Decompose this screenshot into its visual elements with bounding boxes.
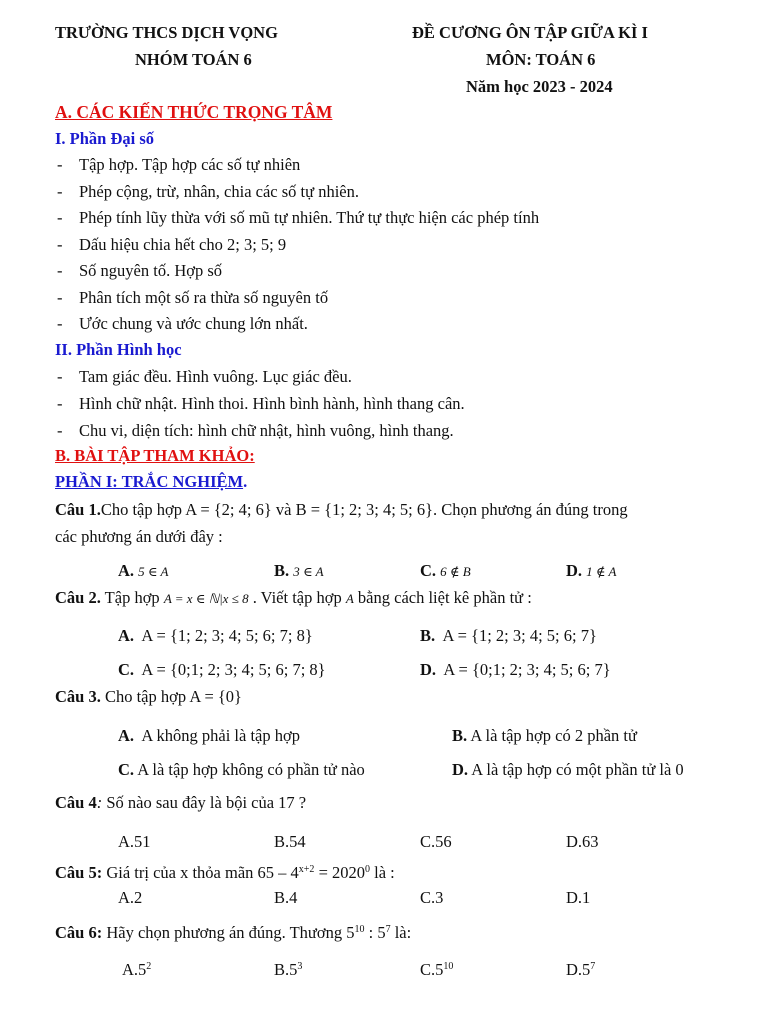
question-text: Số nào sau đây là bội của 17 ?	[106, 793, 307, 812]
option	[118, 726, 300, 746]
question-text: Cho tập hợp A = {0}	[104, 687, 242, 706]
option-letter: D.	[420, 660, 437, 679]
question-text: Tập hợp	[104, 588, 160, 607]
option-letter: D.	[566, 561, 583, 580]
option	[420, 960, 453, 980]
option-letter: A.	[118, 626, 135, 645]
option-text: 5 ∈ A	[138, 564, 169, 579]
option	[118, 626, 313, 646]
option-text: A = {0;1; 2; 3; 4; 5; 6; 7; 8}	[141, 660, 326, 679]
option-letter: B.	[274, 561, 290, 580]
bullet-dash: -	[57, 155, 63, 174]
bullet-dash: -	[57, 182, 63, 201]
option: A.2	[118, 888, 143, 907]
bullet-dash: -	[57, 235, 63, 254]
option-text: 3 ∈ A	[293, 564, 324, 579]
option	[122, 960, 151, 980]
list-item: Phép tính lũy thừa với số mũ tự nhiên. Thứ tự thực hiện các phép tính	[79, 208, 540, 227]
list-item: Tập hợp. Tập hợp các số tự nhiên	[79, 155, 301, 174]
list-item: Số nguyên tố. Hợp số	[79, 261, 223, 280]
question-text: là :	[370, 863, 395, 882]
list-item: Dấu hiệu chia hết cho 2; 3; 5; 9	[79, 235, 287, 254]
set-builder-math: A = x ∈ ℕ|x ≤ 8	[163, 591, 249, 606]
part1-heading	[55, 472, 247, 492]
exponent: 2	[146, 961, 152, 972]
option-letter: D.	[452, 760, 469, 779]
question-text: = 2020	[314, 863, 365, 882]
bullet-dash: -	[57, 394, 63, 413]
option-text: A.5	[122, 960, 147, 979]
question-1-continued: các phương án dưới đây :	[55, 527, 223, 546]
question-colon: :	[96, 793, 103, 812]
option-text: 1 ∉ A	[586, 564, 617, 579]
question-text: là:	[390, 923, 412, 942]
option	[566, 561, 617, 582]
option	[274, 960, 302, 980]
exponent: 10	[354, 924, 365, 935]
option-letter: C.	[118, 760, 135, 779]
algebra-title: I. Phần Đại số	[55, 129, 155, 148]
subject-label: MÔN: TOÁN 6	[486, 50, 596, 69]
option-text: A = {1; 2; 3; 4; 5; 6; 7; 8}	[141, 626, 313, 645]
option-text: A = {1; 2; 3; 4; 5; 6; 7}	[442, 626, 597, 645]
exponent: 10	[443, 961, 454, 972]
option	[452, 726, 637, 746]
option-text: D.5	[566, 960, 591, 979]
option-text: C.5	[420, 960, 444, 979]
question-5	[55, 863, 395, 883]
geometry-title: II. Phần Hình học	[55, 340, 182, 359]
exponent: x+2	[298, 864, 315, 875]
option-letter: C.	[118, 660, 135, 679]
option: B.54	[274, 832, 306, 851]
option-letter: A.	[118, 726, 135, 745]
question-label: Câu 6:	[55, 923, 103, 942]
option: D.63	[566, 832, 599, 851]
list-item: Phép cộng, trừ, nhân, chia các số tự nhiên.	[79, 182, 359, 201]
question-label: Câu 2.	[55, 588, 101, 607]
option: C.56	[420, 832, 452, 851]
section-b-title: B. BÀI TẬP THAM KHẢO:	[55, 446, 255, 465]
option	[566, 960, 595, 980]
list-item: Tam giác đều. Hình vuông. Lục giác đều.	[79, 367, 352, 386]
exponent: 0	[365, 864, 370, 875]
option-text: A là tập hợp có 2 phần tử	[470, 726, 637, 745]
group-name: NHÓM TOÁN 6	[135, 50, 252, 69]
question-text: Giá trị của x thỏa mãn 65 – 4	[106, 863, 299, 882]
option-text: A là tập hợp không có phần tử nào	[137, 760, 365, 779]
option	[118, 660, 326, 680]
question-label: Câu 5:	[55, 863, 103, 882]
question-2	[55, 588, 532, 609]
option: C.3	[420, 888, 444, 907]
option	[118, 561, 169, 582]
exponent: 7	[385, 924, 391, 935]
question-text: Hãy chọn phương án đúng. Thương 5	[106, 923, 355, 942]
list-item: Ước chung và ước chung lớn nhất.	[79, 314, 308, 333]
list-item: Hình chữ nhật. Hình thoi. Hình bình hành, hình thang cân.	[79, 394, 465, 413]
option-text: 6 ∉ B	[440, 564, 471, 579]
question-3	[55, 687, 242, 707]
question-text: Cho tập hợp A = {2; 4; 6} và B = {1; 2; 3; 4; 5; 6}. Chọn phương án đúng trong	[100, 500, 628, 519]
list-item: Phân tích một số ra thừa số nguyên tố	[79, 288, 329, 307]
option-text: B.5	[274, 960, 298, 979]
exponent: 7	[590, 961, 596, 972]
document-title: ĐỀ CƯƠNG ÔN TẬP GIỮA KÌ I	[412, 23, 648, 42]
option	[420, 626, 597, 646]
exponent: 3	[297, 961, 303, 972]
bullet-dash: -	[57, 421, 63, 440]
set-symbol-math: A	[345, 591, 354, 606]
bullet-dash: -	[57, 261, 63, 280]
list-item: Chu vi, diện tích: hình chữ nhật, hình vuông, hình thang.	[79, 421, 454, 440]
school-year: Năm học 2023 - 2024	[466, 77, 613, 96]
option-text: A = {0;1; 2; 3; 4; 5; 6; 7}	[443, 660, 611, 679]
option: A.51	[118, 832, 151, 851]
question-4	[55, 793, 306, 813]
school-name: TRƯỜNG THCS DỊCH VỌNG	[55, 23, 278, 42]
option-letter: B.	[420, 626, 436, 645]
bullet-dash: -	[57, 367, 63, 386]
option-letter: B.	[452, 726, 468, 745]
question-label: Câu 4	[55, 793, 97, 812]
question-1	[55, 500, 628, 520]
option	[420, 660, 611, 680]
bullet-dash: -	[57, 314, 63, 333]
option-text: A là tập hợp có một phần tử là 0	[471, 760, 684, 779]
bullet-dash: -	[57, 208, 63, 227]
question-6	[55, 923, 411, 943]
bullet-dash: -	[57, 288, 63, 307]
question-text: bằng cách liệt kê phần tử :	[357, 588, 532, 607]
option	[420, 561, 471, 582]
question-text: : 5	[364, 923, 386, 942]
option	[274, 561, 324, 582]
option	[118, 760, 365, 780]
option-letter: C.	[420, 561, 437, 580]
option-letter: A.	[118, 561, 135, 580]
option-text: A không phải là tập hợp	[141, 726, 300, 745]
question-label: Câu 3.	[55, 687, 101, 706]
option	[452, 760, 684, 780]
option: D.1	[566, 888, 591, 907]
question-text: . Viết tập hợp	[252, 588, 342, 607]
part1-title: PHẦN I: TRẮC NGHIỆM	[55, 472, 244, 491]
question-label: Câu 1.	[55, 500, 101, 519]
section-a-title: A. CÁC KIẾN THỨC TRỌNG TÂM	[55, 102, 333, 122]
option: B.4	[274, 888, 298, 907]
part1-dot: .	[243, 472, 248, 491]
